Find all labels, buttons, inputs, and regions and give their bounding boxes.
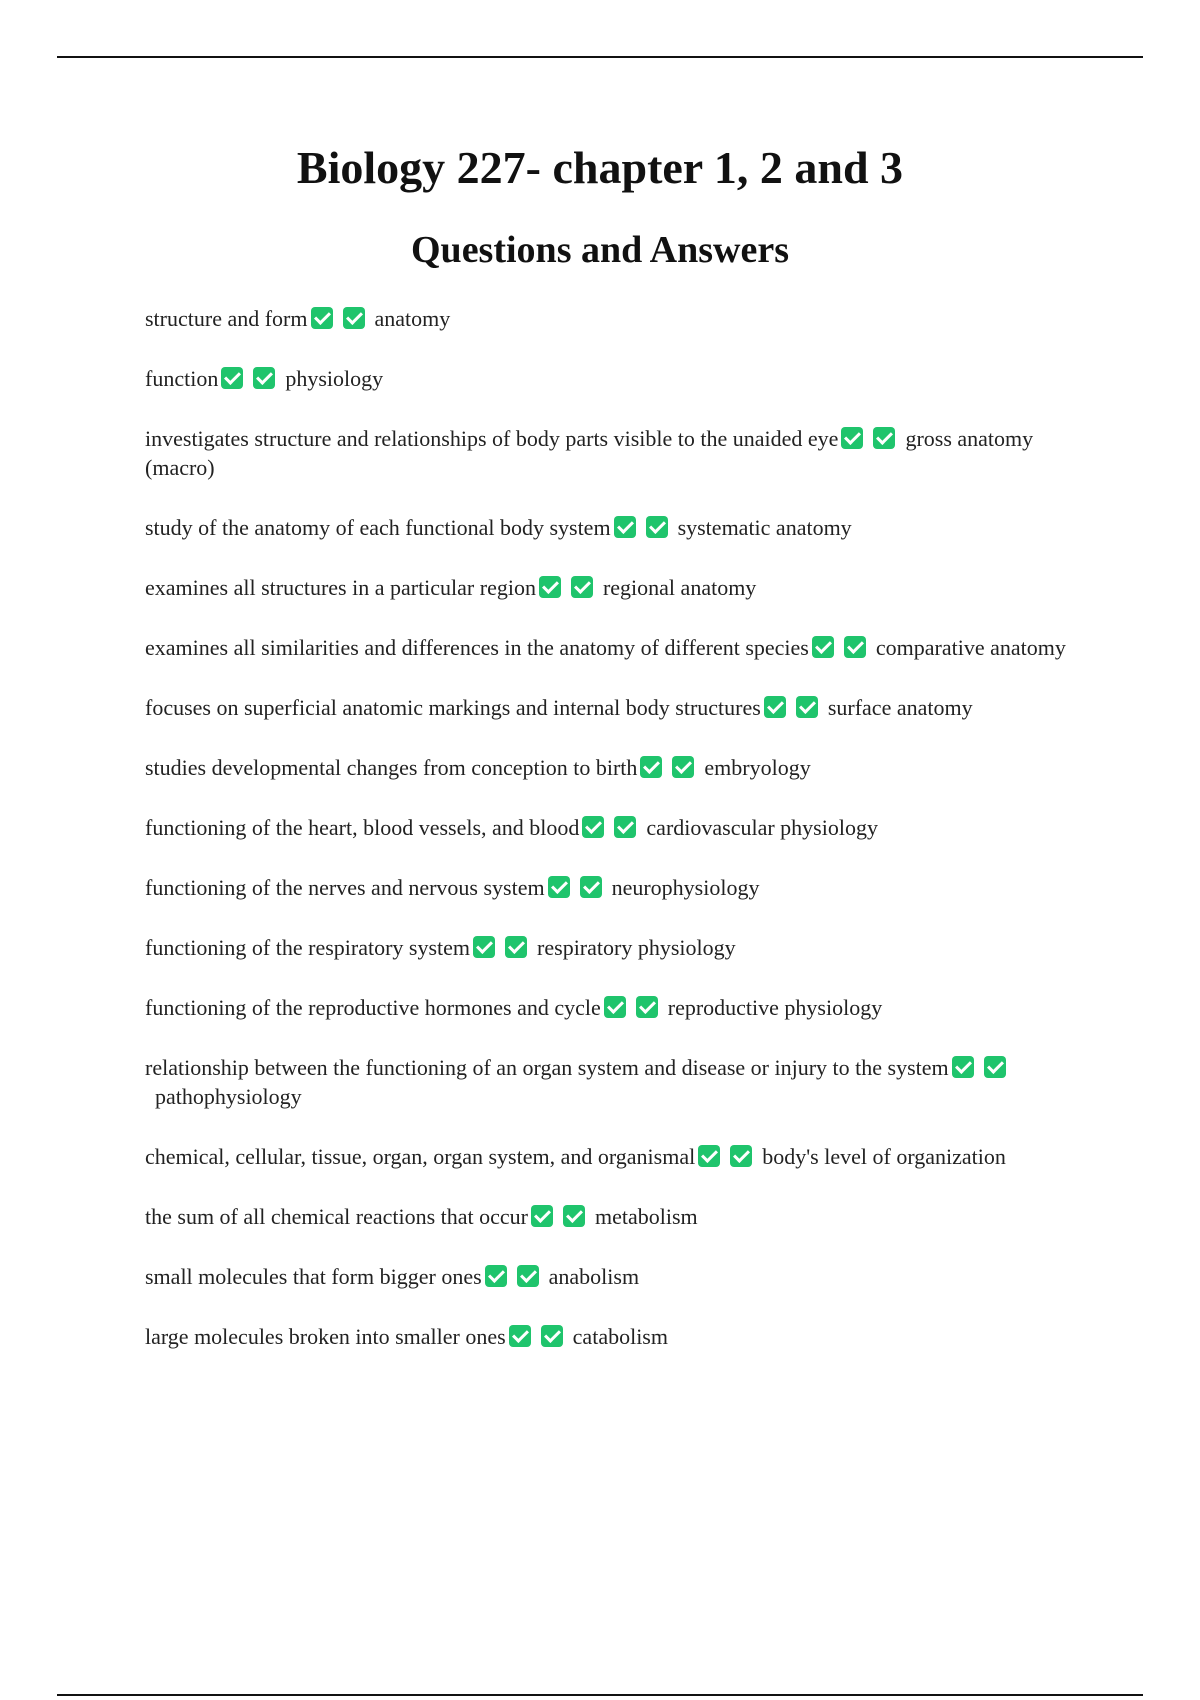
question-text: examines all similarities and differences in the anatomy of different species — [145, 635, 809, 660]
question-text: small molecules that form bigger ones — [145, 1264, 482, 1289]
qa-item — [145, 304, 1085, 333]
check-box-icon — [343, 307, 365, 329]
check-box-icon — [764, 696, 786, 718]
answer-text: systematic anatomy — [677, 515, 852, 540]
answer-text: anatomy — [374, 306, 451, 331]
question-text: functioning of the heart, blood vessels, and blood — [145, 815, 580, 840]
question-text: functioning of the reproductive hormones and cycle — [145, 995, 601, 1020]
check-box-icon — [841, 427, 863, 449]
check-box-icon — [873, 427, 895, 449]
check-box-icon — [640, 756, 662, 778]
answer-text: physiology — [285, 366, 384, 391]
qa-item — [145, 933, 1085, 962]
check-box-icon — [614, 816, 636, 838]
question-text: relationship between the functioning of an organ system and disease or injury to the system — [145, 1055, 949, 1080]
question-text: study of the anatomy of each functional body system — [145, 515, 611, 540]
check-box-icon — [517, 1265, 539, 1287]
question-text: studies developmental changes from conception to birth — [145, 755, 638, 780]
answer-text: regional anatomy — [602, 575, 757, 600]
question-text: chemical, cellular, tissue, organ, organ system, and organismal — [145, 1144, 696, 1169]
check-box-icon — [698, 1145, 720, 1167]
check-box-icon — [541, 1325, 563, 1347]
check-box-icon — [221, 367, 243, 389]
qa-item — [145, 993, 1085, 1022]
qa-item — [145, 1262, 1085, 1291]
question-text: functioning of the nerves and nervous system — [145, 875, 545, 900]
answer-text: surface anatomy — [827, 695, 973, 720]
answer-text: metabolism — [595, 1204, 698, 1229]
answer-text: body's level of organization — [762, 1144, 1006, 1169]
answer-text: comparative anatomy — [875, 635, 1066, 660]
check-box-icon — [485, 1265, 507, 1287]
check-box-icon — [984, 1056, 1006, 1078]
check-box-icon — [311, 307, 333, 329]
answer-text: anabolism — [548, 1264, 640, 1289]
qa-item — [145, 1142, 1085, 1171]
check-box-icon — [473, 936, 495, 958]
qa-list — [145, 304, 1085, 1382]
check-box-icon — [571, 576, 593, 598]
qa-item — [145, 693, 1085, 722]
bottom-rule — [57, 1694, 1143, 1696]
answer-text: neurophysiology — [611, 875, 760, 900]
check-box-icon — [539, 576, 561, 598]
answer-text: catabolism — [572, 1324, 668, 1349]
check-box-icon — [672, 756, 694, 778]
check-box-icon — [844, 636, 866, 658]
check-box-icon — [548, 876, 570, 898]
check-box-icon — [509, 1325, 531, 1347]
question-text: the sum of all chemical reactions that occur — [145, 1204, 529, 1229]
top-rule — [57, 56, 1143, 58]
check-box-icon — [253, 367, 275, 389]
check-box-icon — [614, 516, 636, 538]
qa-item — [145, 633, 1085, 662]
check-box-icon — [952, 1056, 974, 1078]
qa-item — [145, 424, 1085, 482]
document-subtitle: Questions and Answers — [411, 229, 789, 271]
question-text: function — [145, 366, 219, 391]
check-box-icon — [812, 636, 834, 658]
check-box-icon — [580, 876, 602, 898]
answer-text: pathophysiology — [155, 1084, 302, 1109]
qa-item — [145, 1202, 1085, 1231]
answer-text: cardiovascular physiology — [646, 815, 878, 840]
question-text: large molecules broken into smaller ones — [145, 1324, 506, 1349]
document-title: Biology 227- chapter 1, 2 and 3 — [296, 142, 904, 193]
check-box-icon — [505, 936, 527, 958]
question-text: focuses on superficial anatomic markings and internal body structures — [145, 695, 761, 720]
check-box-icon — [582, 816, 604, 838]
check-box-icon — [730, 1145, 752, 1167]
qa-item — [145, 873, 1085, 902]
qa-item — [145, 813, 1085, 842]
answer-text: respiratory physiology — [537, 935, 736, 960]
question-text: structure and form — [145, 306, 308, 331]
answer-text: reproductive physiology — [667, 995, 883, 1020]
check-box-icon — [796, 696, 818, 718]
answer-text: gross anatomy (macro) — [145, 426, 1034, 480]
check-box-icon — [604, 996, 626, 1018]
check-box-icon — [531, 1205, 553, 1227]
check-box-icon — [646, 516, 668, 538]
check-box-icon — [636, 996, 658, 1018]
qa-item — [145, 1322, 1085, 1351]
check-box-icon — [563, 1205, 585, 1227]
qa-item — [145, 513, 1085, 542]
qa-item — [145, 1053, 1085, 1111]
qa-item — [145, 573, 1085, 602]
question-text: functioning of the respiratory system — [145, 935, 471, 960]
qa-item — [145, 753, 1085, 782]
question-text: examines all structures in a particular region — [145, 575, 536, 600]
answer-text: embryology — [704, 755, 811, 780]
question-text: investigates structure and relationships of body parts visible to the unaided eye — [145, 426, 839, 451]
qa-item — [145, 364, 1085, 393]
